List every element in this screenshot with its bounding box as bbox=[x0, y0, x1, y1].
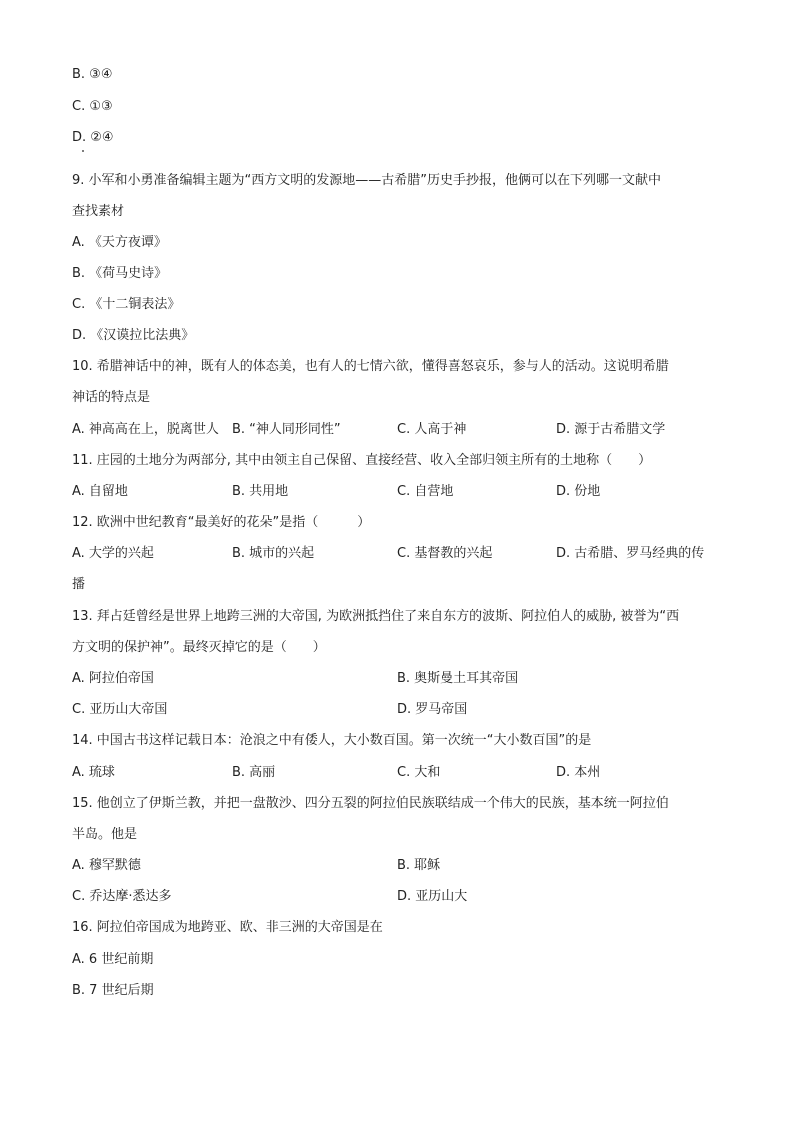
q10-option-d: D. 源于古希腊文学 bbox=[556, 422, 666, 437]
q12-option-d-wrap: 播 bbox=[72, 577, 86, 592]
q10-option-c: C. 人高于神 bbox=[397, 422, 467, 437]
q10-stem-line1: 10. 希腊神话中的神，既有人的体态美，也有人的七情六欲，懂得喜怒哀乐，参与人的活动。这说明希腊 bbox=[72, 359, 669, 374]
q11-option-b: B. 共用地 bbox=[232, 484, 289, 499]
q14-option-c: C. 大和 bbox=[397, 765, 441, 780]
q10-option-a: A. 神高高在上，脱离世人 bbox=[72, 422, 219, 437]
stray-dot bbox=[82, 150, 84, 152]
q13-option-c: C. 亚历山大帝国 bbox=[72, 702, 168, 717]
q9-option-c: C. 《十二铜表法》 bbox=[72, 297, 181, 312]
q10-option-b: B. “神人同形同性” bbox=[232, 422, 341, 437]
q15-option-d: D. 亚历山大 bbox=[397, 889, 468, 904]
q9-option-a: A. 《天方夜谭》 bbox=[72, 235, 167, 250]
q9-option-d: D. 《汉谟拉比法典》 bbox=[72, 328, 195, 343]
q13-stem-line1: 13. 拜占廷曾经是世界上地跨三洲的大帝国, 为欧洲抵挡住了来自东方的波斯、阿拉伯人的威胁, 被誉为“西 bbox=[72, 609, 680, 624]
q13-option-d: D. 罗马帝国 bbox=[397, 702, 468, 717]
q11-option-d: D. 份地 bbox=[556, 484, 601, 499]
q15-stem-line2: 半岛。他是 bbox=[72, 827, 138, 842]
q15-option-b: B. 耶稣 bbox=[397, 858, 441, 873]
q15-option-a: A. 穆罕默德 bbox=[72, 858, 141, 873]
q14-stem: 14. 中国古书这样记载日本：沧浪之中有倭人，大小数百国。第一次统一“大小数百国”的是 bbox=[72, 733, 592, 748]
q10-stem-line2: 神话的特点是 bbox=[72, 390, 151, 405]
q14-option-b: B. 高丽 bbox=[232, 765, 276, 780]
q15-option-c: C. 乔达摩·悉达多 bbox=[72, 889, 172, 904]
q13-option-b: B. 奥斯曼土耳其帝国 bbox=[397, 671, 519, 686]
q9-stem-line1: 9. 小军和小勇准备编辑主题为“西方文明的发源地——古希腊”历史手抄报，他俩可以在下列哪一文献中 bbox=[72, 173, 662, 188]
q11-option-a: A. 自留地 bbox=[72, 484, 128, 499]
q11-option-c: C. 自营地 bbox=[397, 484, 454, 499]
q12-option-b: B. 城市的兴起 bbox=[232, 546, 315, 561]
option-d-prev: D. ②④ bbox=[72, 130, 114, 145]
q15-stem-line1: 15. 他创立了伊斯兰教，并把一盘散沙、四分五裂的阿拉伯民族联结成一个伟大的民族，基本统一阿拉伯 bbox=[72, 796, 669, 811]
q13-option-a: A. 阿拉伯帝国 bbox=[72, 671, 154, 686]
q9-option-b: B. 《荷马史诗》 bbox=[72, 266, 168, 281]
q11-stem: 11. 庄园的土地分为两部分, 其中由领主自己保留、直接经营、收入全部归领主所有的土地称（ ） bbox=[72, 453, 652, 468]
q12-option-d: D. 古希腊、罗马经典的传 bbox=[556, 546, 705, 561]
option-c-prev: C. ①③ bbox=[72, 99, 113, 114]
q14-option-a: A. 琉球 bbox=[72, 765, 115, 780]
q9-stem-line2: 查找素材 bbox=[72, 204, 125, 219]
q12-option-c: C. 基督教的兴起 bbox=[397, 546, 493, 561]
option-b-prev: B. ③④ bbox=[72, 67, 113, 82]
q16-option-b: B. 7 世纪后期 bbox=[72, 983, 154, 998]
q13-stem-line2: 方文明的保护神”。最终灭掉它的是（ ） bbox=[72, 640, 326, 655]
q16-option-a: A. 6 世纪前期 bbox=[72, 952, 154, 967]
q16-stem: 16. 阿拉伯帝国成为地跨亚、欧、非三洲的大帝国是在 bbox=[72, 920, 383, 935]
q14-option-d: D. 本州 bbox=[556, 765, 601, 780]
q12-option-a: A. 大学的兴起 bbox=[72, 546, 154, 561]
q12-stem: 12. 欧洲中世纪教育“最美好的花朵”是指（ ） bbox=[72, 515, 371, 530]
